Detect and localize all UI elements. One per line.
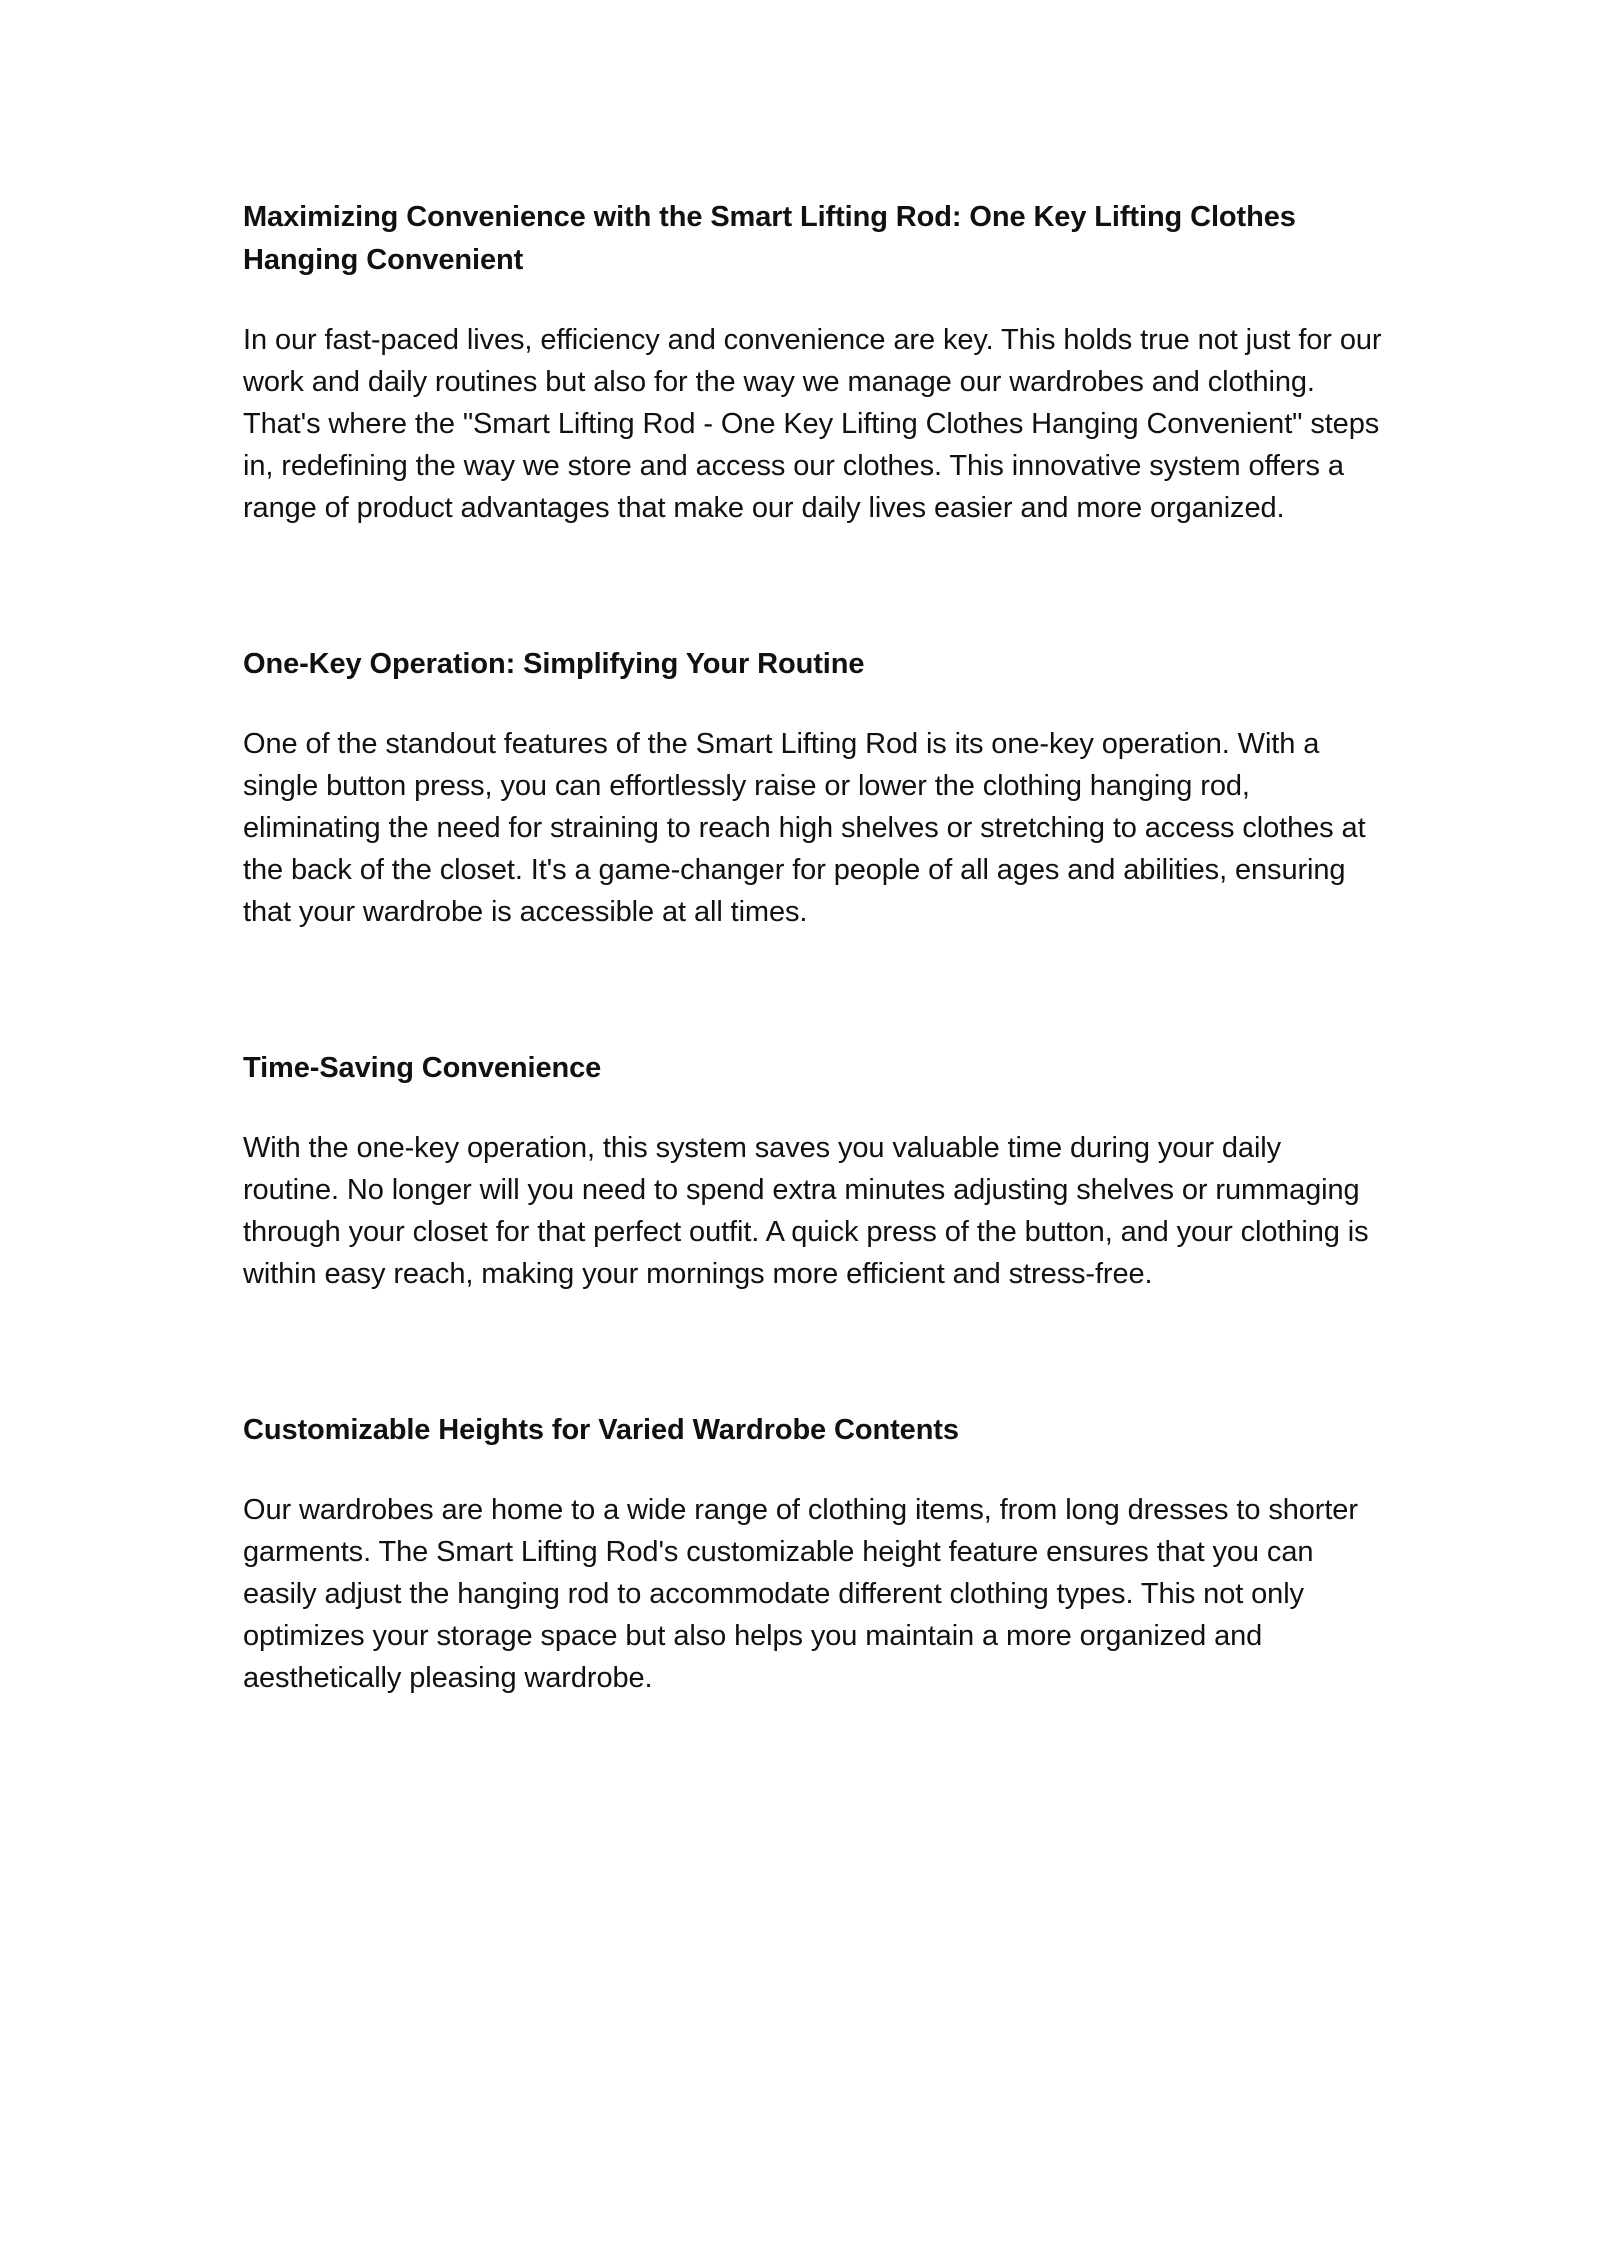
section-body-one-key-operation: One of the standout features of the Smart Lifting Rod is its one-key operation. With a single button press, you can effortlessly raise or lower the clothing hanging rod, eliminating the need for straining to reach high shelves or stretching to access clothes at the back of the closet. It's a game-changer for people of all ages and abilities, ensuring that your wardrobe is accessible at all times. [243, 728, 1366, 928]
section-body-time-saving: With the one-key operation, this system saves you valuable time during your daily routine. No longer will you need to spend extra minutes adjusting shelves or rummaging through your closet for that perfect outfit. A quick press of the button, and your clothing is within easy reach, making your mornings more efficient and stress-free. [243, 1132, 1369, 1290]
document-content [243, 196, 1383, 1699]
section-heading-one-key-operation: One-Key Operation: Simplifying Your Routine [243, 648, 865, 680]
intro-paragraph: In our fast-paced lives, efficiency and convenience are key. This holds true not just for our work and daily routines but also for the way we manage our wardrobes and clothing. That's where the "Smart Lifting Rod - One Key Lifting Clothes Hanging Convenient" steps in, redefining the way we store and access our clothes. This innovative system offers a range of product advantages that make our daily lives easier and more organized. [243, 324, 1382, 524]
document-title: Maximizing Convenience with the Smart Lifting Rod: One Key Lifting Clothes Hanging Convenient [243, 201, 1296, 276]
section-heading-customizable-heights: Customizable Heights for Varied Wardrobe Contents [243, 1414, 959, 1446]
section-heading-time-saving: Time-Saving Convenience [243, 1052, 602, 1084]
section-body-customizable-heights: Our wardrobes are home to a wide range of clothing items, from long dresses to shorter garments. The Smart Lifting Rod's customizable height feature ensures that you can easily adjust the hanging rod to accommodate different clothing types. This not only optimizes your storage space but also helps you maintain a more organized and aesthetically pleasing wardrobe. [243, 1494, 1358, 1694]
